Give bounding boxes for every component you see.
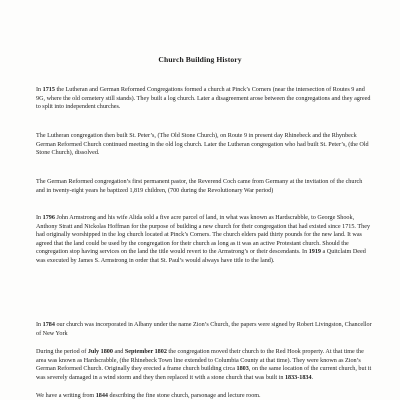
paragraph-text: John Armstrong and his wife Alida sold a five acre parcel of land, in what was known as Hardscrabble, to George Shook, Anthony Stratt and Nickolas Hoffman for the purpose of building a new church for their congregation that had existed since 1715. They had originally worshipped in the log church located at Pinck’s Corners. The church elders paid thirty pounds for the new land. It was agreed that the land could be used by the congregation for their church as long as it was an active Protestant church. Should the congregation stop having services on the land the title would revert to the Armstrong’s or their descendants. In bbox=[36, 215, 371, 256]
paragraph-text: our church was incorporated in Albany under the name Zion’s Church, the papers were signed by Robert Livingston, Chancellor of New York bbox=[36, 322, 372, 337]
date-highlight: July 1800 bbox=[87, 349, 113, 355]
paragraph bbox=[36, 392, 372, 400]
paragraph-text: the Lutheran and German Reformed Congregations formed a church at Pinck’s Corners (near the intersection of Routes 9 and 9G, where the old cemetery still stands). They built a log church. Later a disagreement arose between the congregations and they agreed to split into independent churches. bbox=[36, 87, 371, 111]
date-highlight: 1919 bbox=[308, 249, 321, 256]
date-highlight: 1784 bbox=[42, 322, 55, 328]
paragraph-text: We have a writing from bbox=[36, 393, 96, 399]
date-highlight: September 1802 bbox=[124, 349, 167, 355]
paragraph bbox=[36, 348, 372, 382]
document-title: Church Building History bbox=[158, 55, 242, 64]
paragraph-text: During the period of bbox=[36, 349, 88, 355]
paragraph-text: In bbox=[36, 215, 43, 221]
date-highlight: 1833-1834 bbox=[284, 374, 312, 381]
paragraph-text: The German Reformed congregation’s first permanent pastor, the Reverend Coch came from Germany at the invitation of the church and in twenty-eight years he baptized 1,819 children, (700 during the Revolutionary War period) bbox=[36, 179, 363, 194]
date-highlight: 1844 bbox=[95, 393, 108, 399]
date-highlight: 1796 bbox=[42, 215, 55, 221]
paragraph-text: , on the same location of the current church, but it was severely damaged in a wind storm and they then replaced it with a stone church that was built in bbox=[36, 366, 372, 381]
paragraph-text: the congregation moved their church to the Red Hook property. At that time the area was known as Hardscrabble, (the Rhinebeck Town line extended to Columbia County at that time). They were known as Zion’s German Reformed Church. Originally they erected a frame church building circa bbox=[36, 349, 364, 373]
date-highlight: 1803 bbox=[236, 366, 249, 373]
paragraph-text: describing the fine stone church, parsonage and lecture room. bbox=[107, 393, 261, 399]
paragraph-text: . bbox=[311, 374, 314, 381]
paragraph-text: In bbox=[36, 87, 43, 93]
date-highlight: 1715 bbox=[42, 87, 55, 93]
paragraph bbox=[36, 132, 372, 158]
paragraph bbox=[36, 86, 372, 112]
paragraph-text: In bbox=[36, 322, 43, 328]
paragraph-text: The Lutheran congregation then built St. Peter’s, (The Old Stone Church), on Route 9 in present day Rhinebeck and the Rhynbeck German Reformed Church continued meeting in the old log church. Later the Lutheran congregation who had built St. Peter’s, (the Old Stone Church), dissolved. bbox=[36, 133, 369, 157]
paragraph bbox=[36, 214, 372, 266]
paragraph-text: a Quitclaim Deed was executed by James S. Armstrong in order that St. Paul’s would always have title to the land). bbox=[36, 249, 366, 264]
paragraph bbox=[36, 321, 372, 338]
paragraph bbox=[36, 178, 372, 195]
paragraph-text: and bbox=[112, 349, 125, 355]
